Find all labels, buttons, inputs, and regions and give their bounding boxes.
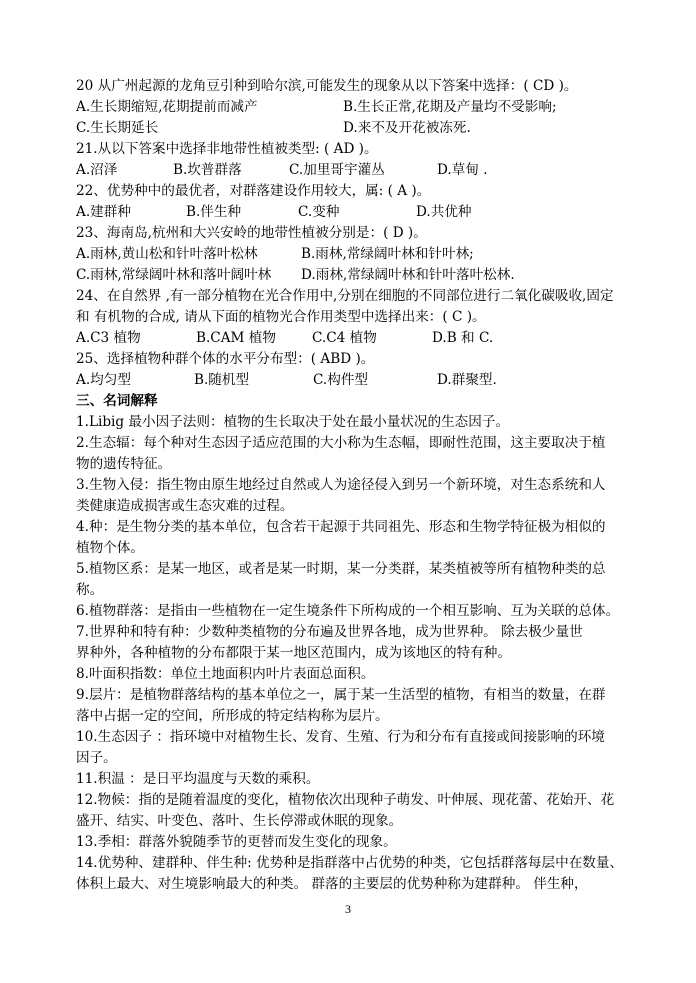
question-22-stem: 22、优势种中的最优者，对群落建设作用较大，属: ( A )。 [76,183,431,199]
option-b: B.雨林,常绿阔叶林和针叶林; [301,246,474,262]
question-25-options [76,370,652,390]
term-5-line-1: 5.植物区系：是某一地区，或者是某一时期，某一分类群，某类植被等所有植物种类的总 [76,561,606,577]
term-11: 11.积温 ：是日平均温度与天数的乘积。 [76,771,320,787]
option-d: D.来不及开花被冻死. [343,120,471,136]
page-number: 3 [345,902,351,916]
term-4-line-1: 4.种：是生物分类的基本单位，包含若干起源于共同祖先、形态和生物学特征极为相似的 [76,519,606,535]
option-d: D.草甸 . [437,162,488,178]
question-23-options-row-1 [76,244,652,264]
question-24-stem-line-2: 和 有机物的合成, 请从下面的植物光合作用类型中选择出来：( C )。 [76,309,486,325]
question-21-stem: 21.从以下答案中选择非地带性植被类型: ( AD )。 [76,141,378,157]
option-c: C.雨林,常绿阔叶林和落叶阔叶林 [76,267,272,283]
option-d: D.共优种 [416,204,472,220]
term-5-line-2: 称。 [76,582,104,598]
question-22-options [76,202,652,222]
term-9-line-1: 9.层片：是植物群落结构的基本单位之一，属于某一生活型的植物，有相当的数量，在群 [76,687,606,703]
option-c: C.生长期延长 [76,120,159,136]
option-c: C.变种 [298,204,340,220]
term-1: 1.Libig 最小因子法则：植物的生长取决于处在最小量状况的生态因子。 [76,414,510,430]
term-14-line-1: 14.优势种、建群种、伴生种: 优势种是指群落中占优势的种类，它包括群落每层中在数量、 [76,855,624,871]
term-13: 13.季相：群落外貌随季节的更替而发生变化的现象。 [76,834,397,850]
term-10-line-2: 因子。 [76,750,117,766]
option-a: A.雨林,黄山松和针叶落叶松林 [76,246,258,262]
option-c: C.构件型 [313,372,369,388]
term-12-line-2: 盛开、结实、叶变色、落叶、生长停滞或休眠的现象。 [76,813,403,829]
term-10-line-1: 10.生态因子 ：指环境中对植物生长、发育、生殖、行为和分布有直接或间接影响的环境 [76,729,605,745]
term-7-line-2: 界种外，各种植物的分布都限于某一地区范围内，成为该地区的特有种。 [76,645,511,661]
option-b: B.坎普群落 [173,162,242,178]
term-6: 6.植物群落：是指由一些植物在一定生境条件下所构成的一个相互影响、互为关联的总体。 [76,603,620,619]
option-a: A.C3 植物 [76,330,141,346]
term-8: 8.叶面积指数：单位土地面积内叶片表面总面积。 [76,666,375,682]
question-25-stem: 25、选择植物种群个体的水平分布型：( ABD )。 [76,351,375,367]
option-d: D.群聚型. [437,372,497,388]
question-21-options [76,160,652,180]
option-d: D.雨林,常绿阔叶林和针叶落叶松林. [301,267,515,283]
option-a: A.建群种 [76,204,131,220]
option-c: C.加里哥宇灌丛 [289,162,385,178]
option-c: C.C4 植物 [312,330,377,346]
option-a: A.均匀型 [76,372,131,388]
term-12-line-1: 12.物候：指的是随着温度的变化，植物依次出现种子萌发、叶伸展、现花蕾、花始开、花 [76,792,615,808]
term-4-line-2: 植物个体。 [76,540,144,556]
question-20-options-row-1 [76,97,652,117]
question-23-options-row-2 [76,265,652,285]
question-24-stem-line-1: 24、在自然界 ,有一部分植物在光合作用中,分别在细胞的不同部位进行二氧化碳吸收,固定 [76,288,614,304]
option-b: B.伴生种 [186,204,242,220]
question-20-options-row-2 [76,118,652,138]
term-14-line-2: 体积上最大、对生境影响最大的种类。 群落的主要层的优势种称为建群种。 伴生种， [76,876,588,892]
option-a: A.沼泽 [76,162,118,178]
question-20-stem: 20 从广州起源的龙角豆引种到哈尔滨,可能发生的现象从以下答案中选择：( CD )。 [76,78,578,94]
question-23-stem: 23、海南岛,杭州和大兴安岭的地带性植被分别是：( D )。 [76,225,427,241]
section-heading: 三、名词解释 [76,393,158,409]
option-d: D.B 和 C. [432,330,494,346]
term-7-line-1: 7.世界种和特有种：少数种类植物的分布遍及世界各地，成为世界种。 除去极少量世 [76,624,583,640]
term-9-line-2: 落中占据一定的空间，所形成的特定结构称为层片。 [76,708,389,724]
term-2-line-1: 2.生态辐：每个种对生态因子适应范围的大小称为生态幅，即耐性范围，这主要取决于植 [76,435,606,451]
question-24-options [76,328,652,348]
option-b: B.随机型 [194,372,250,388]
option-b: B.生长正常,花期及产量均不受影响; [343,99,557,115]
option-b: B.CAM 植物 [196,330,276,346]
term-2-line-2: 物的遗传特征。 [76,456,172,472]
term-3-line-1: 3.生物入侵：指生物由原生地经过自然或人为途径侵入到另一个新环境，对生态系统和人 [76,477,606,493]
option-a: A.生长期缩短,花期提前而减产 [76,99,258,115]
term-3-line-2: 类健康造成损害或生态灾难的过程。 [76,498,294,514]
